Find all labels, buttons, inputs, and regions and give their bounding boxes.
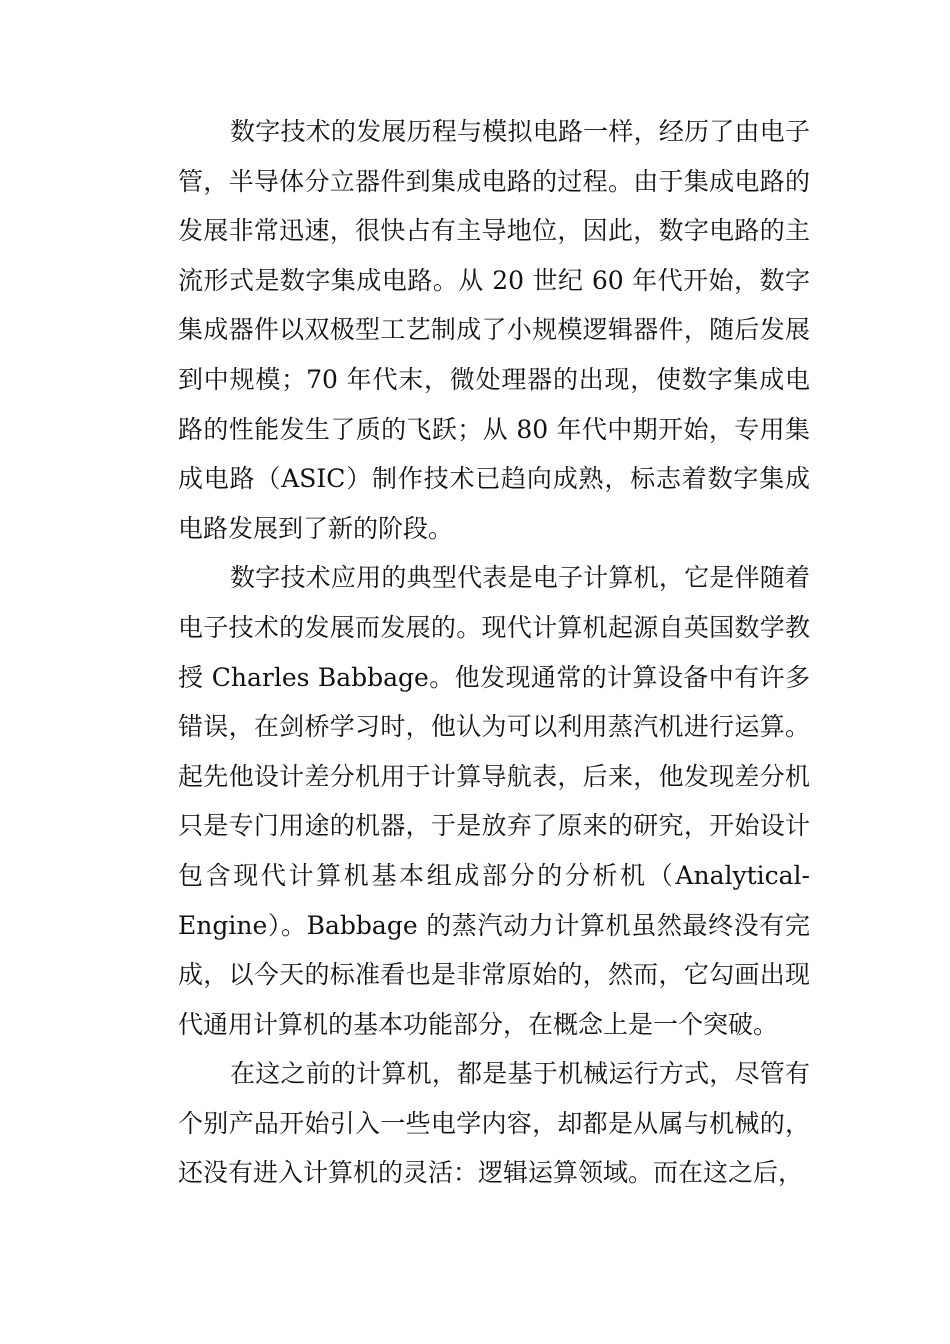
paragraph-2: 数字技术应用的典型代表是电子计算机，它是伴随着电子技术的发展而发展的。现代计算机起源自英国数学教授 Charles Babbage。他发现通常的计算设备中有许多错误，在剑桥学习时，他认为可以利用蒸汽机进行运算。起先他设计差分机用于计算导航表，后来，他发现差分机只是专门用途的机器，于是放弃了原来的研究，开始设计包含现代计算机基本组成部分的分析机（Analytical-Engine）。Babbage 的蒸汽动力计算机虽然最终没有完成，以今天的标准看也是非常原始的，然而，它勾画出现代通用计算机的基本功能部分，在概念上是一个突破。 [178, 563, 810, 1039]
paragraph-1: 数字技术的发展历程与模拟电路一样，经历了由电子管，半导体分立器件到集成电路的过程。由于集成电路的发展非常迅速，很快占有主导地位，因此，数字电路的主流形式是数字集成电路。从 20 世纪 60 年代开始，数字集成器件以双极型工艺制成了小规模逻辑器件，随后发展到中规模；70 年代末，微处理器的出现，使数字集成电路的性能发生了质的飞跃；从 80 年代中期开始，专用集成电路（ASIC）制作技术已趋向成熟，标志着数字集成电路发展到了新的阶段。 [178, 117, 810, 543]
paragraph-3: 在这之前的计算机，都是基于机械运行方式，尽管有个别产品开始引入一些电学内容，却都是从属与机械的，还没有进入计算机的灵活：逻辑运算领域。而在这之后， [178, 1059, 810, 1188]
document-body [178, 107, 810, 1198]
